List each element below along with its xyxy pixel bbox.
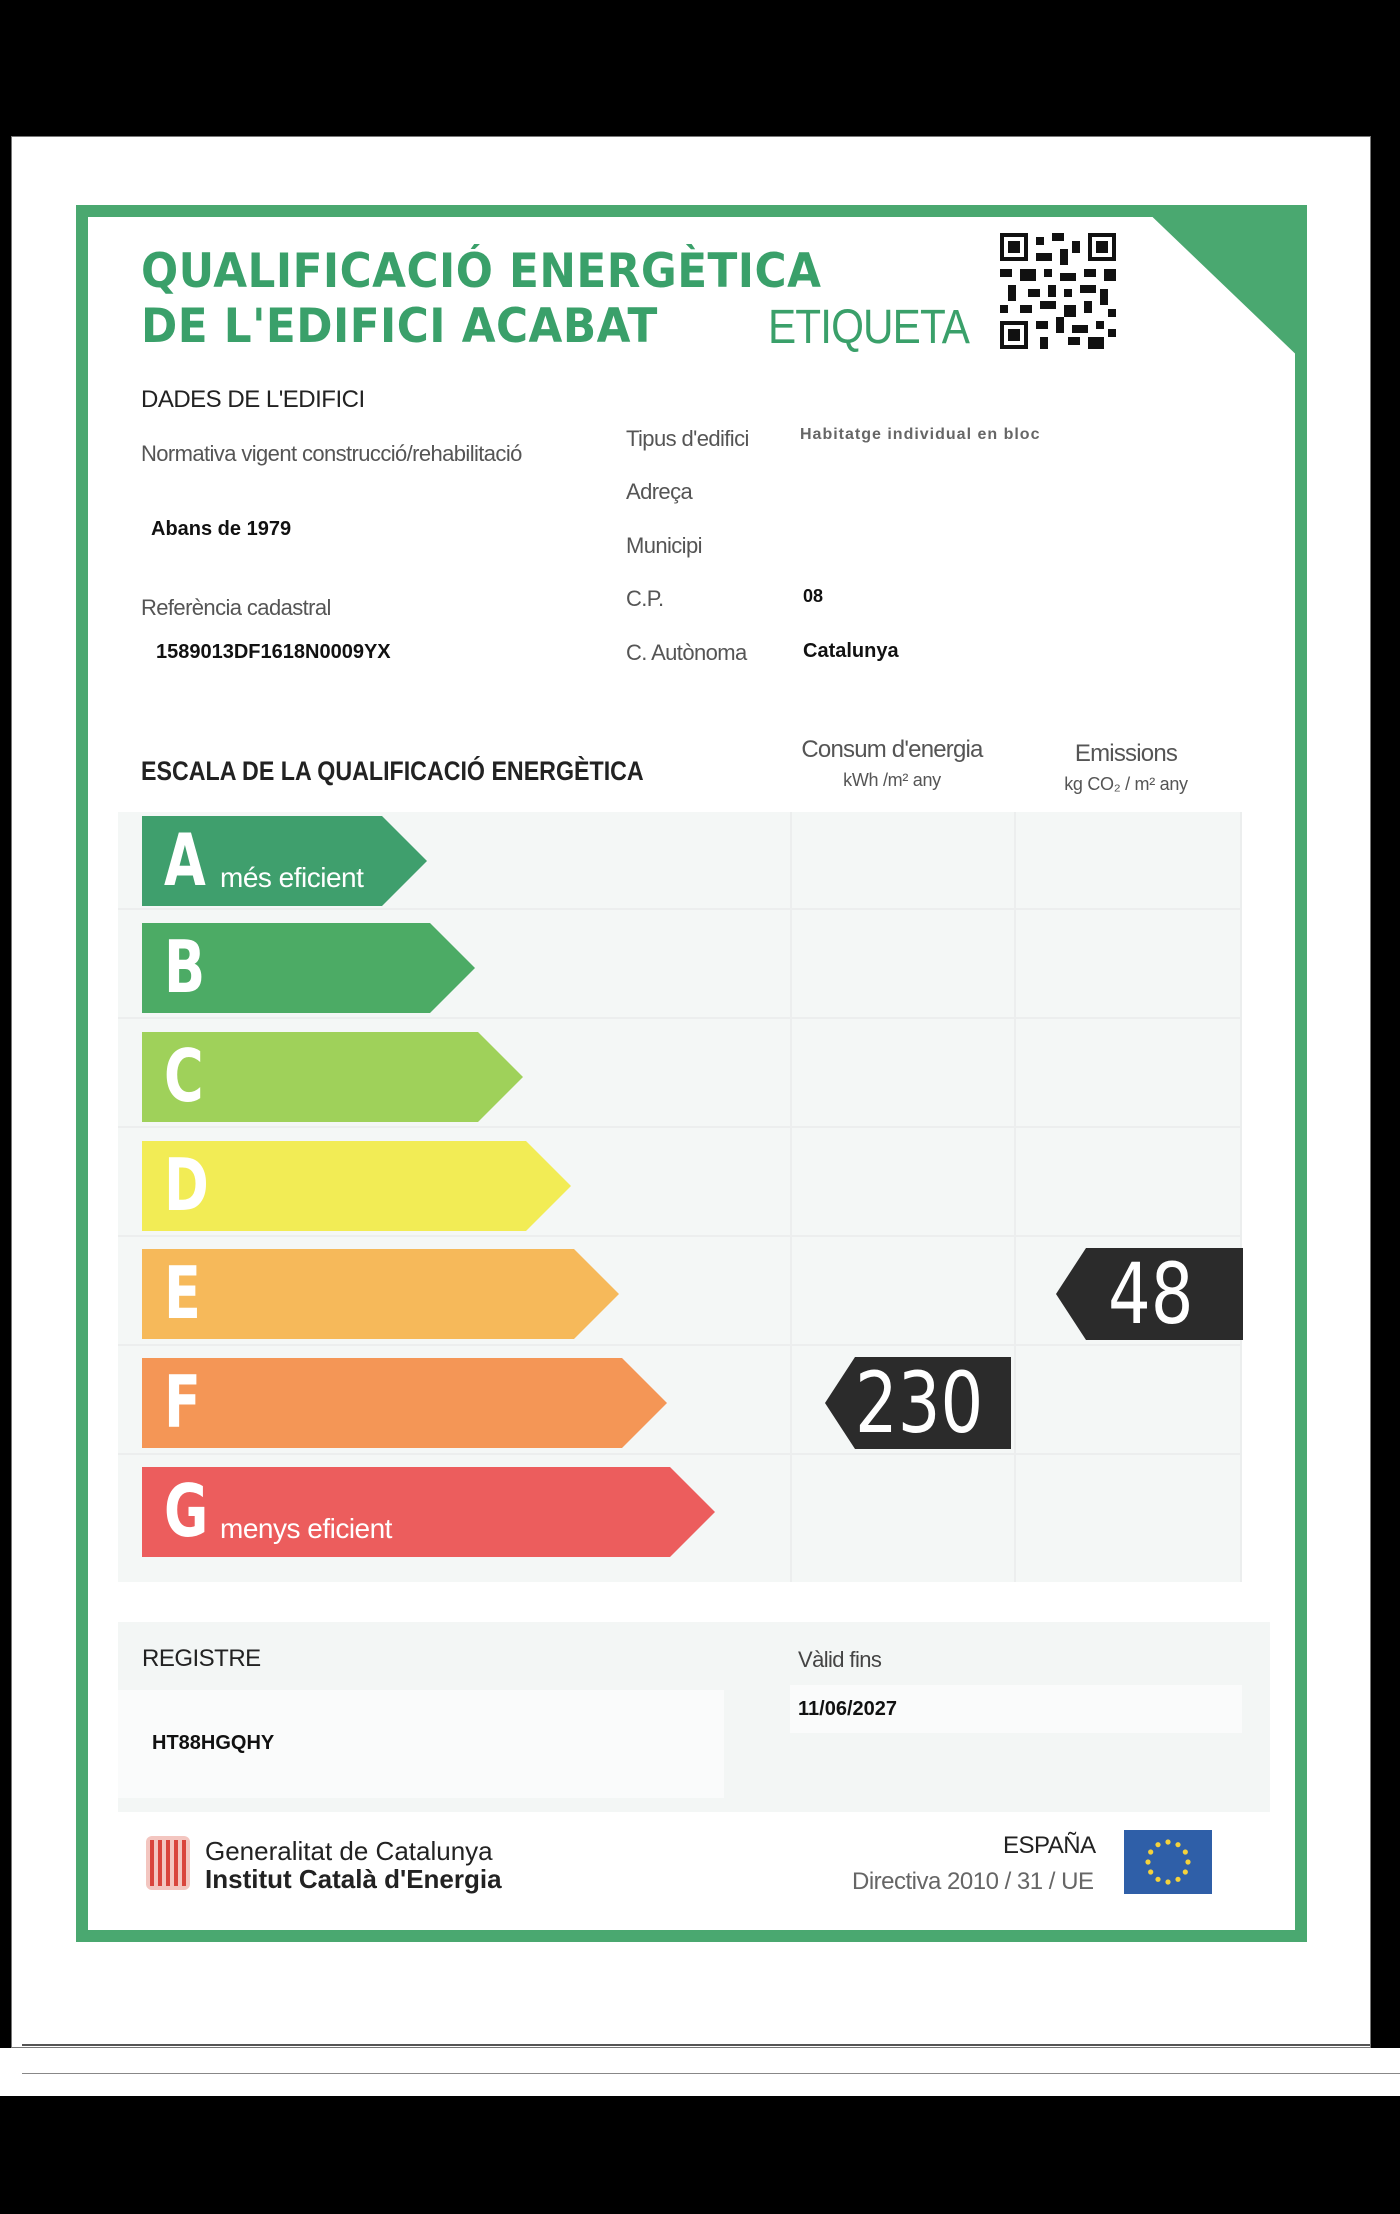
grade-bar-shape xyxy=(142,1249,620,1339)
title-line1: QUALIFICACIÓ ENERGÈTICA xyxy=(141,244,822,299)
grade-sublabel: menys eficient xyxy=(220,1513,392,1544)
grid-line xyxy=(118,1126,1242,1128)
consum-header xyxy=(782,736,1002,791)
tipus-label: Tipus d'edifici xyxy=(626,426,749,451)
grade-sublabel: més eficient xyxy=(220,862,364,893)
grade-letter: C xyxy=(164,1034,204,1118)
grade-letter: B xyxy=(164,925,206,1009)
grade-letter: A xyxy=(164,818,206,902)
grade-letter: D xyxy=(164,1143,209,1227)
divider xyxy=(22,2073,1400,2074)
cp-label: C.P. xyxy=(626,586,664,611)
eu-star-icon xyxy=(1155,1842,1160,1847)
normativa-label: Normativa vigent construcció/rehabilitació xyxy=(141,441,522,466)
autonoma-label: C. Autònoma xyxy=(626,640,747,665)
grid-line xyxy=(1240,812,1242,1582)
generalitat-logo-icon xyxy=(146,1836,190,1890)
eu-star-icon xyxy=(1165,1839,1170,1844)
directiva-label: Directiva 2010 / 31 / UE xyxy=(852,1868,1094,1895)
eu-star-icon xyxy=(1185,1859,1190,1864)
valid-label: Vàlid fins xyxy=(798,1647,882,1672)
building-data-heading: DADES DE L'EDIFICI xyxy=(141,386,365,413)
grade-bar-c xyxy=(142,1032,524,1122)
page-bottom-strip xyxy=(0,2048,1400,2096)
eu-star-icon xyxy=(1175,1877,1180,1882)
emissions-rating-marker xyxy=(1056,1245,1243,1343)
generalitat-name: Generalitat de Catalunya xyxy=(205,1836,493,1866)
etiqueta-label: ETIQUETA xyxy=(768,301,970,354)
grade-bar-g xyxy=(142,1467,716,1557)
grade-bar-a xyxy=(142,816,428,906)
registre-value: HT88HGQHY xyxy=(152,1732,275,1754)
autonoma-value: Catalunya xyxy=(803,640,899,662)
title-line2: DE L'EDIFICI ACABAT xyxy=(141,299,658,354)
eu-flag-icon xyxy=(1124,1830,1212,1894)
grade-bar-b xyxy=(142,923,476,1013)
eu-star-icon xyxy=(1165,1879,1170,1884)
eu-star-icon xyxy=(1155,1877,1160,1882)
eu-star-icon xyxy=(1183,1849,1188,1854)
emissions-unit: kg CO₂ / m² any xyxy=(1064,774,1188,794)
grade-bar-d xyxy=(142,1141,572,1231)
emissions-value: 48 xyxy=(1108,1245,1194,1343)
referencia-value: 1589013DF1618N0009YX xyxy=(156,641,391,663)
grade-bar-f xyxy=(142,1358,668,1448)
grid-line xyxy=(790,812,792,1582)
institut-name: Institut Català d'Energia xyxy=(205,1864,502,1894)
valid-value: 11/06/2027 xyxy=(798,1698,897,1720)
grade-bar-shape xyxy=(142,1358,668,1448)
normativa-value: Abans de 1979 xyxy=(151,518,292,540)
adreca-label: Adreça xyxy=(626,479,693,504)
grade-letter: G xyxy=(164,1469,209,1553)
eu-star-icon xyxy=(1175,1842,1180,1847)
eu-star-icon xyxy=(1183,1869,1188,1874)
label-corner xyxy=(1140,205,1307,365)
eu-star-icon xyxy=(1148,1869,1153,1874)
scale-title: ESCALA DE LA QUALIFICACIÓ ENERGÈTICA xyxy=(141,756,644,786)
grid-line xyxy=(118,1017,1242,1019)
municipi-label: Municipi xyxy=(626,533,702,558)
grid-line xyxy=(1014,812,1016,1582)
emissions-header xyxy=(1016,740,1236,795)
grid-line xyxy=(118,908,1242,910)
referencia-label: Referència cadastral xyxy=(141,595,331,620)
consum-value: 230 xyxy=(855,1354,984,1452)
grade-bar-e xyxy=(142,1249,620,1339)
eu-star-icon xyxy=(1148,1849,1153,1854)
registre-label: REGISTRE xyxy=(142,1645,261,1672)
grid-line xyxy=(118,1344,1242,1346)
grid-line xyxy=(118,1235,1242,1237)
grade-letter: E xyxy=(164,1251,201,1335)
eu-star-icon xyxy=(1145,1859,1150,1864)
emissions-label: Emissions xyxy=(1074,740,1178,767)
divider xyxy=(22,2044,1370,2046)
espana-label: ESPAÑA xyxy=(1003,1832,1096,1859)
qr-code-icon xyxy=(1000,233,1116,349)
grid-line xyxy=(118,1453,1242,1455)
consum-rating-marker xyxy=(825,1354,1011,1452)
tipus-value: Habitatge individual en bloc xyxy=(800,426,1041,443)
cp-value: 08 xyxy=(803,586,824,606)
grade-letter: F xyxy=(164,1360,201,1444)
consum-unit: kWh /m² any xyxy=(843,770,941,790)
consum-label: Consum d'energia xyxy=(801,736,983,763)
